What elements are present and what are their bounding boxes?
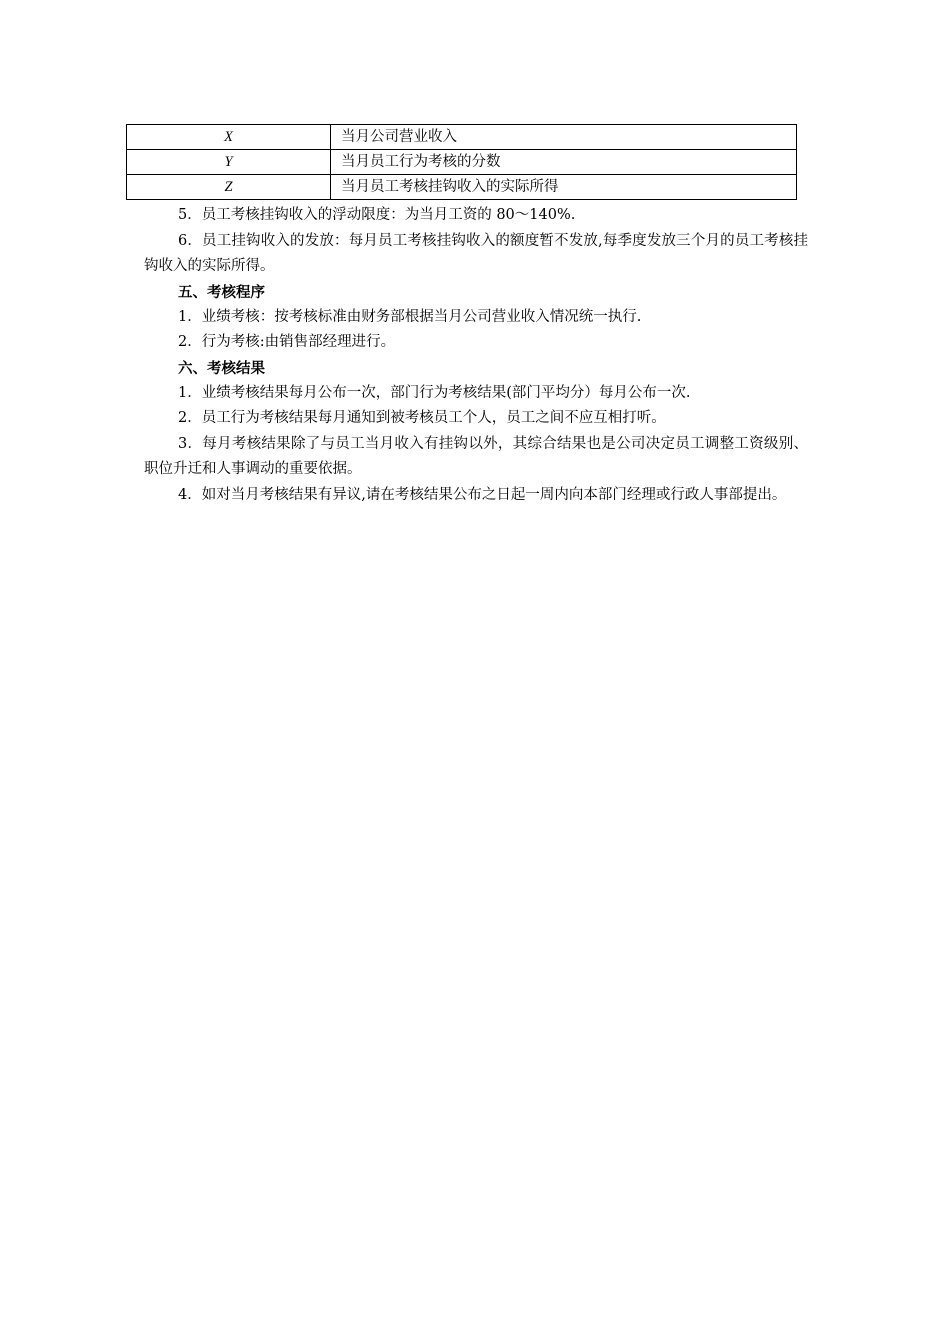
list-item: 2．员工行为考核结果每月通知到被考核员工个人，员工之间不应互相打听。: [178, 410, 666, 426]
list-item: 4．如对当月考核结果有异议,请在考核结果公布之日起一周内向本部门经理或行政人事部提出。: [178, 486, 787, 503]
section-heading-procedure: 五、考核程序: [178, 283, 265, 301]
paragraph-5: 5．员工考核挂钩收入的浮动限度：为当月工资的 80～140%.: [178, 207, 576, 223]
variable-symbol: X: [127, 125, 331, 150]
variable-symbol: Z: [127, 175, 331, 200]
variable-description: 当月员工考核挂钩收入的实际所得: [331, 175, 797, 200]
variable-description: 当月公司营业收入: [331, 125, 797, 150]
document-body: [144, 203, 808, 508]
table-row: [127, 125, 797, 150]
table-row: [127, 175, 797, 200]
section-heading-results: 六、考核结果: [178, 359, 265, 377]
list-item: 3．每月考核结果除了与员工当月收入有挂钩以外，其综合结果也是公司决定员工调整工资级别、职位升迁和人事调动的重要依据。: [144, 435, 808, 477]
variable-description: 当月员工行为考核的分数: [331, 150, 797, 175]
variable-symbol: Y: [127, 150, 331, 175]
list-item: 1．业绩考核：按考核标准由财务部根据当月公司营业收入情况统一执行.: [178, 308, 642, 325]
paragraph-6: 6．员工挂钩收入的发放：每月员工考核挂钩收入的额度暂不发放,每季度发放三个月的员工考核挂钩收入的实际所得。: [144, 232, 808, 274]
table-row: [127, 150, 797, 175]
list-item: 1．业绩考核结果每月公布一次，部门行为考核结果(部门平均分）每月公布一次.: [178, 384, 691, 401]
list-item: 2．行为考核:由销售部经理进行。: [178, 334, 396, 350]
variable-table: [126, 124, 797, 200]
